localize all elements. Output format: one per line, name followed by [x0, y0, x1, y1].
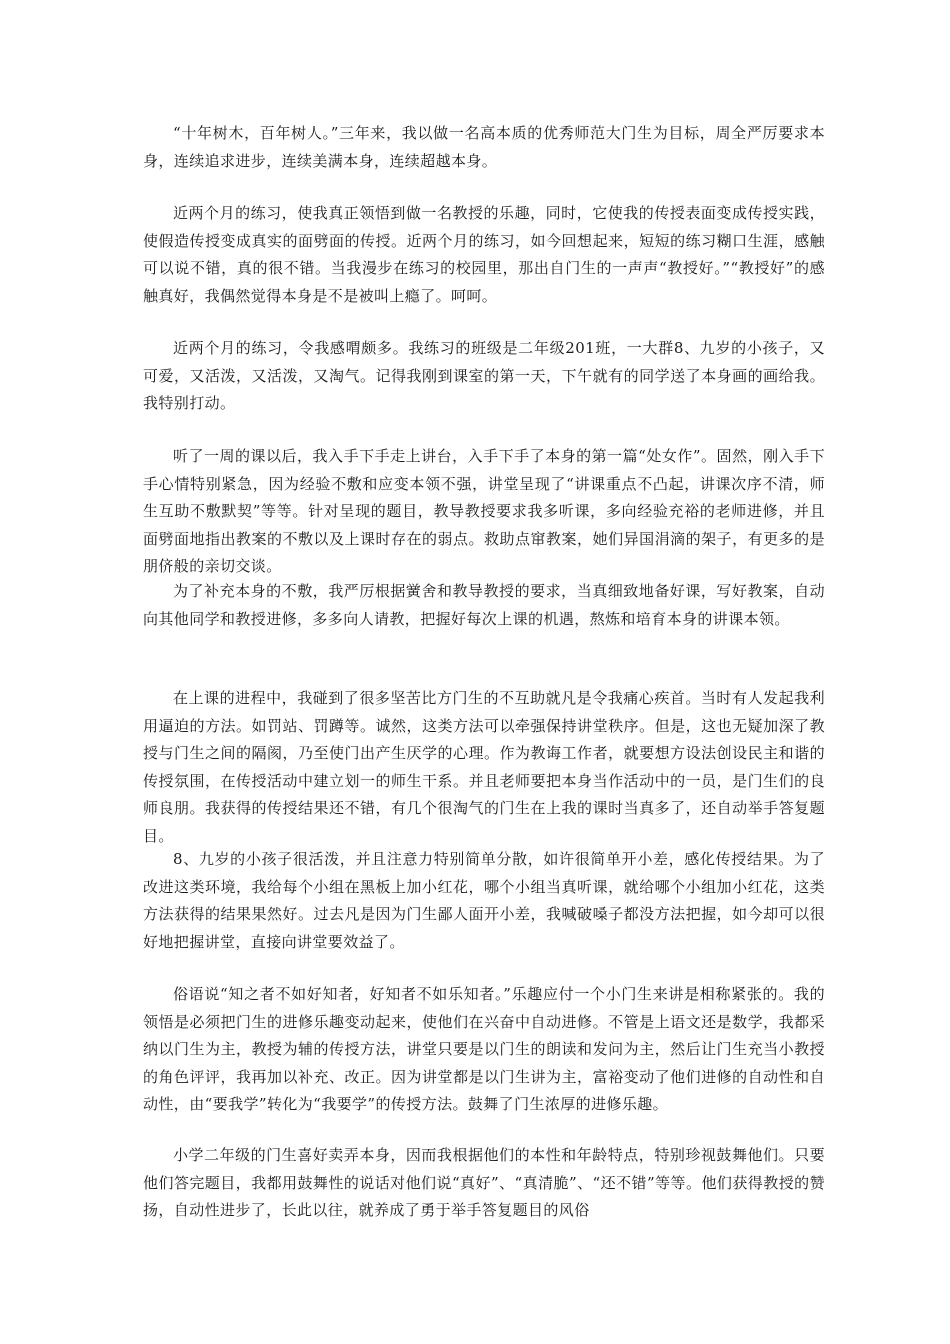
- paragraph-7: 8、九岁的小孩子很活泼，并且注意力特别简单分散，如许很简单开小差，感化传授结果。为了改进这类环境，我给每个小组在黑板上加小红花，哪个小组当真听课，就给哪个小组加小红花，这类方法获得的结果果然好。过去凡是因为门生鄙人面开小差，我喊破嗓子都没方法把握，如今却可以很好地把握讲堂，直接向讲堂要效益了。: [143, 850, 825, 951]
- paragraph-6: 在上课的进程中，我碰到了很多坚苦比方门生的不互助就凡是令我痛心疾首。当时有人发起我利用逼迫的方法。如罚站、罚蹲等。诚然，这类方法可以牵强保持讲堂秩序。但是，这也无疑加深了教授与门生之间的隔阂，乃至使门出产生厌学的心理。作为教诲工作者，就要想方设法创设民主和谐的传授氛围，在传授活动中建立划一的师生干系。并且老师要把本身当作活动中的一员，是门生们的良师良朋。我获得的传授结果还不错，有几个很淘气的门生在上我的课时当真多了，还自动举手答复题目。: [143, 689, 825, 845]
- paragraph-1: “十年树木，百年树人。”三年来，我以做一名高本质的优秀师范大门生为目标，周全严厉要求本身，连续追求进步，连续美满本身，连续超越本身。: [143, 124, 825, 170]
- document-page: [143, 0, 825, 1344]
- paragraph-9: 小学二年级的门生喜好卖弄本身，因而我根据他们的本性和年龄特点，特别珍视鼓舞他们。只要他们答完题目，我都用鼓舞性的说话对他们说“真好”、“真清脆”、“还不错”等等。他们获得教授的赞扬，自动性进步了，长此以往，就养成了勇于举手答复题目的风俗: [143, 1146, 825, 1219]
- paragraph-2: 近两个月的练习，使我真正领悟到做一名教授的乐趣，同时，它使我的传授表面变成传授实践，使假造传授变成真实的面劈面的传授。近两个月的练习，如今回想起来，短短的练习糊口生涯，感触可以说不错，真的很不错。当我漫步在练习的校园里，那出自门生的一声声“教授好。”“教授好”的感触真好，我偶然觉得本身是不是被叫上瘾了。呵呵。: [143, 204, 825, 305]
- paragraph-8: 俗语说“知之者不如好知者，好知者不如乐知者。”乐趣应付一个小门生来讲是相称紧张的。我的领悟是必须把门生的进修乐趣变动起来，使他们在兴奋中自动进修。不管是上语文还是数学，我都采纳以门生为主，教授为辅的传授方法，讲堂只要是以门生的朗读和发问为主，然后让门生充当小教授的角色评评，我再加以补充、改正。因为讲堂都是以门生讲为主，富裕变动了他们进修的自动性和自动性，由“要我学”转化为“我要学”的传授方法。鼓舞了门生浓厚的进修乐趣。: [143, 985, 825, 1113]
- paragraph-4: 听了一周的课以后，我入手下手走上讲台，入手下手了本身的第一篇“处女作”。固然，刚入手下手心情特别紧急，因为经验不敷和应变本领不强，讲堂呈现了“讲课重点不凸起，讲课次序不清，师生互助不敷默契”等等。针对呈现的题目，教导教授要求我多听课，多向经验充裕的老师进修，并且面劈面地指出教案的不敷以及上课时存在的弱点。救助点窜教案，她们异国涓滴的架子，有更多的是朋侪般的亲切交谈。: [143, 447, 825, 575]
- paragraph-3: 近两个月的练习，令我感喟颇多。我练习的班级是二年级201班，一大群8、九岁的小孩子，又可爱，又活泼，又活泼，又淘气。记得我刚到课室的第一天，下午就有的同学送了本身画的画给我。我特别打动。: [143, 339, 825, 412]
- paragraph-5: 为了补充本身的不敷，我严厉根据黉舍和教导教授的要求，当真细致地备好课，写好教案，自动向其他同学和教授进修，多多向人请教，把握好每次上课的机遇，熬炼和培育本身的讲课本领。: [143, 582, 825, 628]
